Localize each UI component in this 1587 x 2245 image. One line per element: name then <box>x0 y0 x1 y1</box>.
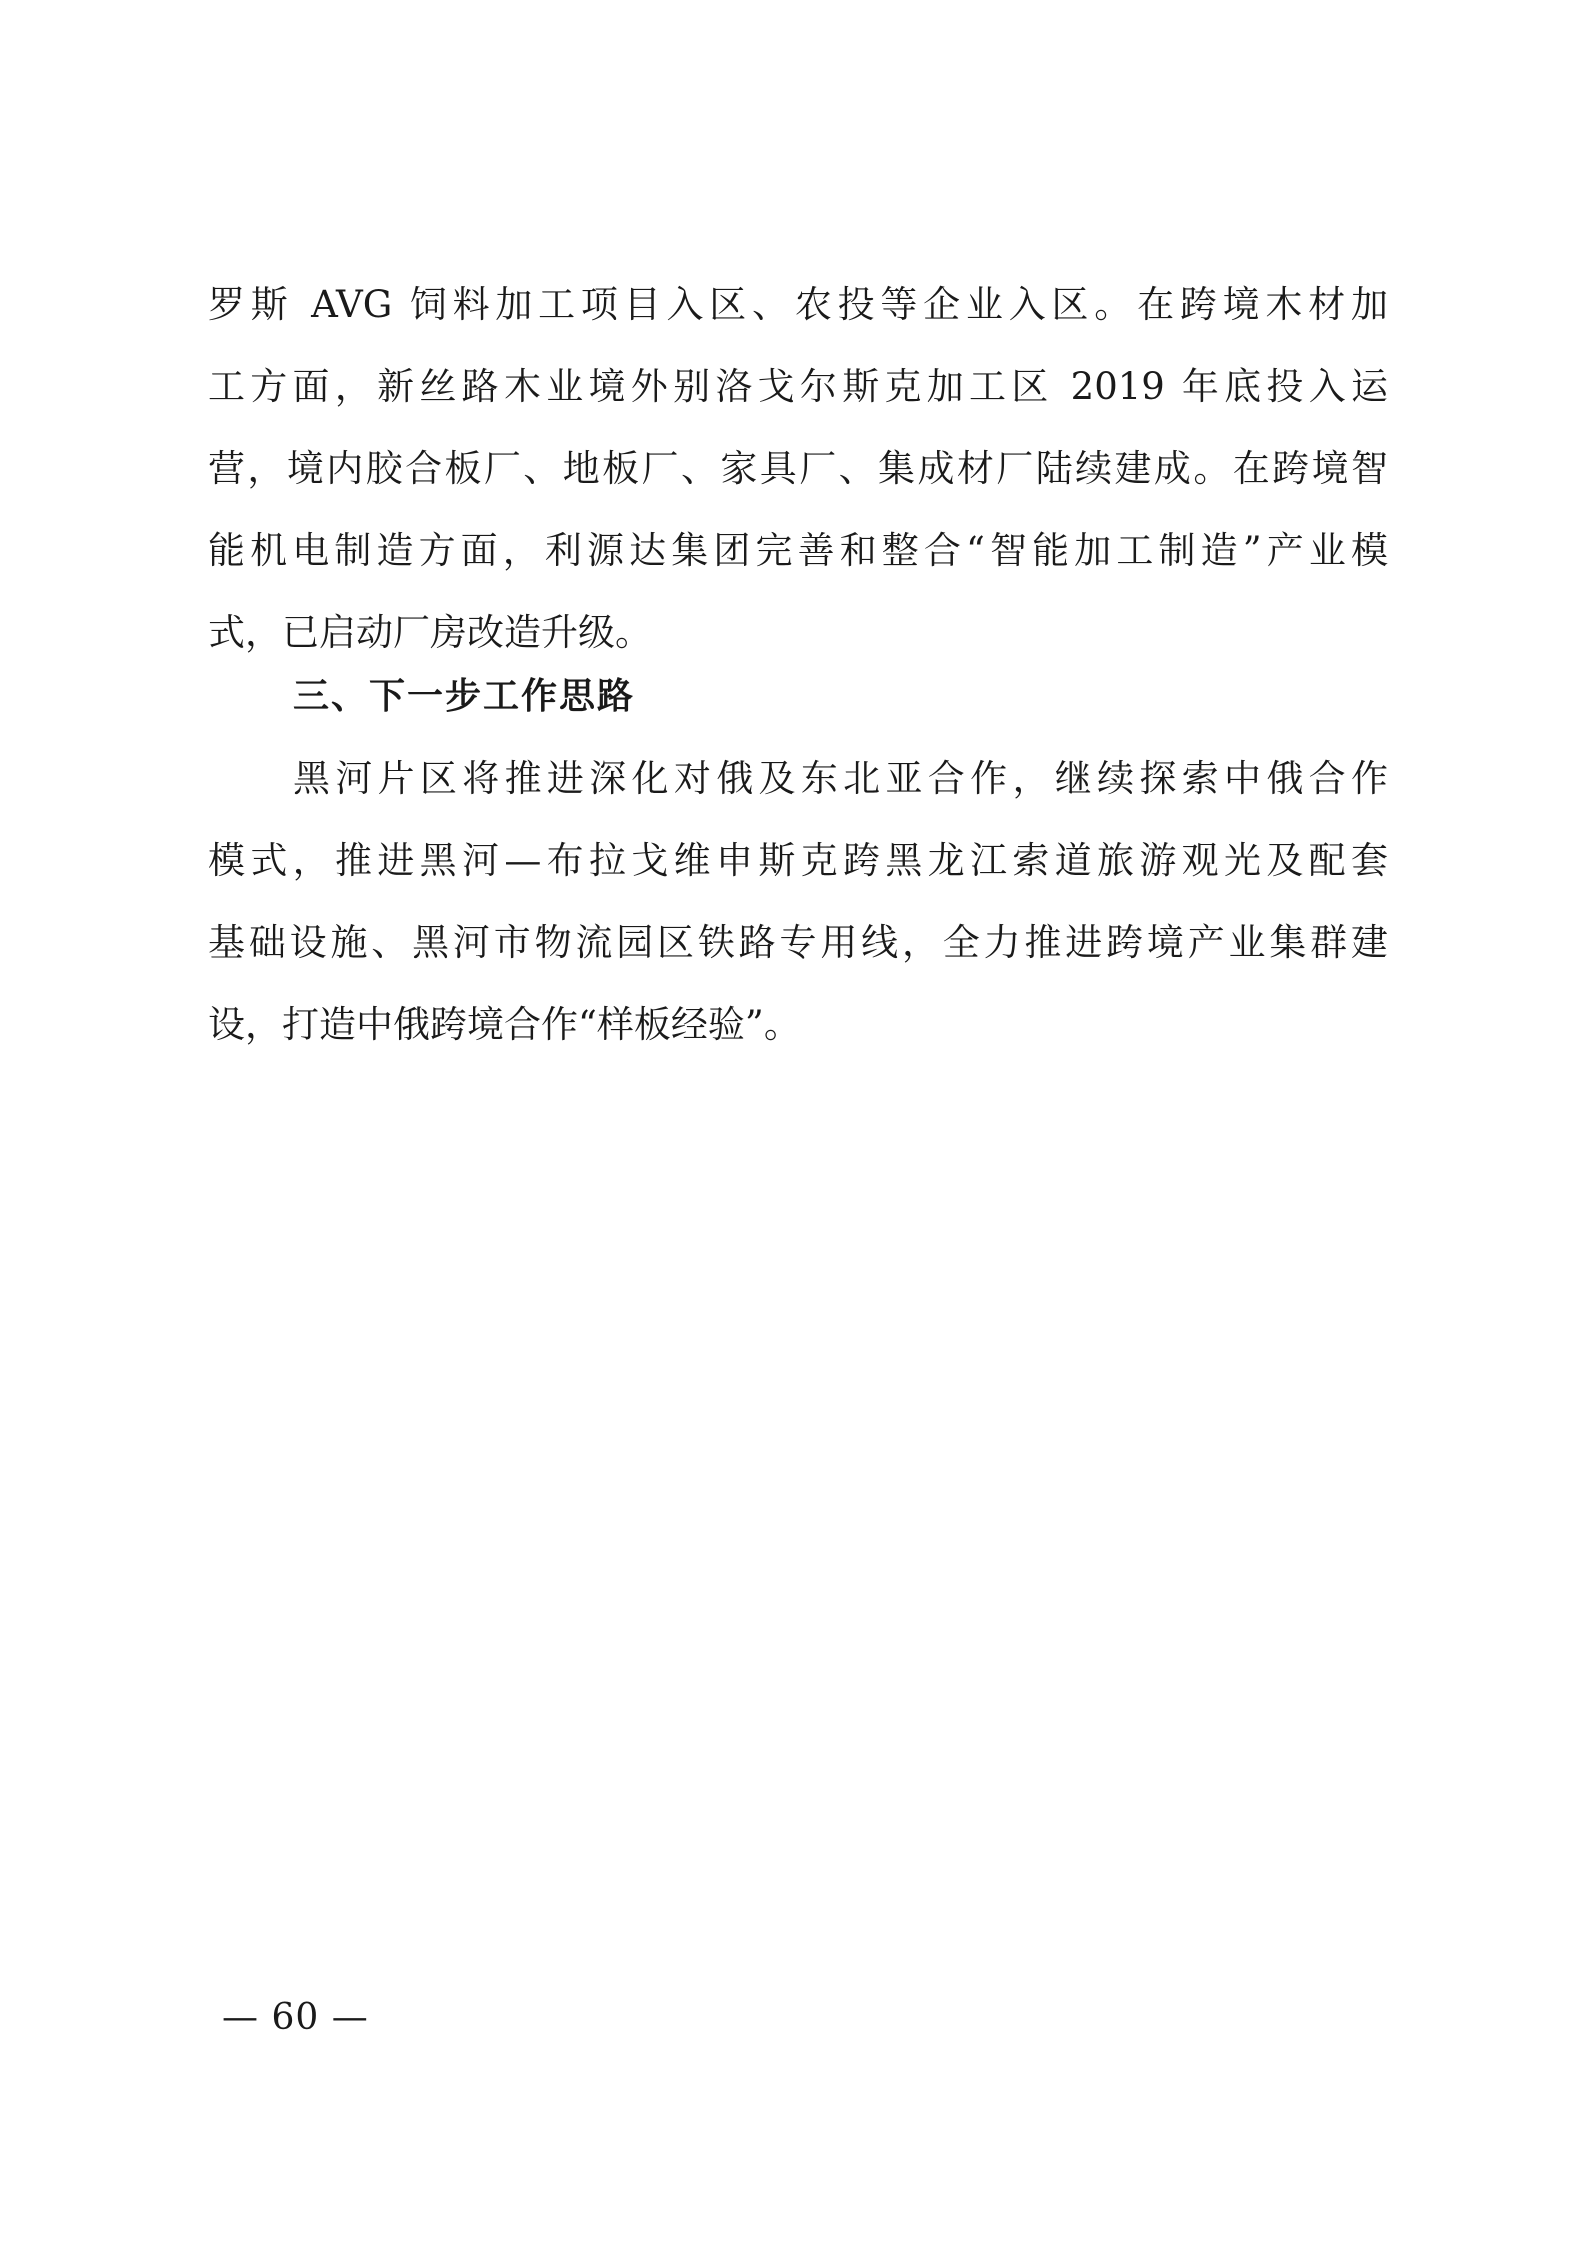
paragraph-line: 设，打造中俄跨境合作“样板经验”。 <box>208 1003 801 1046</box>
paragraph-line: 基础设施、黑河市物流园区铁路专用线，全力推进跨境产业集群建 <box>208 921 1388 964</box>
paragraph-line: 营，境内胶合板厂、地板厂、家具厂、集成材厂陆续建成。在跨境智 <box>208 447 1388 490</box>
paragraph-line: 黑河片区将推进深化对俄及东北亚合作，继续探索中俄合作 <box>293 757 1388 800</box>
paragraph-cross-border-industry <box>208 264 1388 674</box>
paragraph-next-steps <box>208 738 1388 1066</box>
paragraph-line: 能机电制造方面，利源达集团完善和整合“智能加工制造”产业模 <box>208 529 1388 572</box>
paragraph-line: 模式，推进黑河—布拉戈维申斯克跨黑龙江索道旅游观光及配套 <box>208 839 1388 882</box>
section-heading-text: 三、下一步工作思路 <box>293 676 636 717</box>
section-heading <box>208 656 1388 738</box>
paragraph-line: 式，已启动厂房改造升级。 <box>208 611 652 654</box>
page-number: — 60 — <box>222 1997 369 2038</box>
paragraph-line: 工方面，新丝路木业境外别洛戈尔斯克加工区 2019 年底投入运 <box>208 365 1388 408</box>
paragraph-line: 罗斯 AVG 饲料加工项目入区、农投等企业入区。在跨境木材加 <box>208 283 1388 326</box>
